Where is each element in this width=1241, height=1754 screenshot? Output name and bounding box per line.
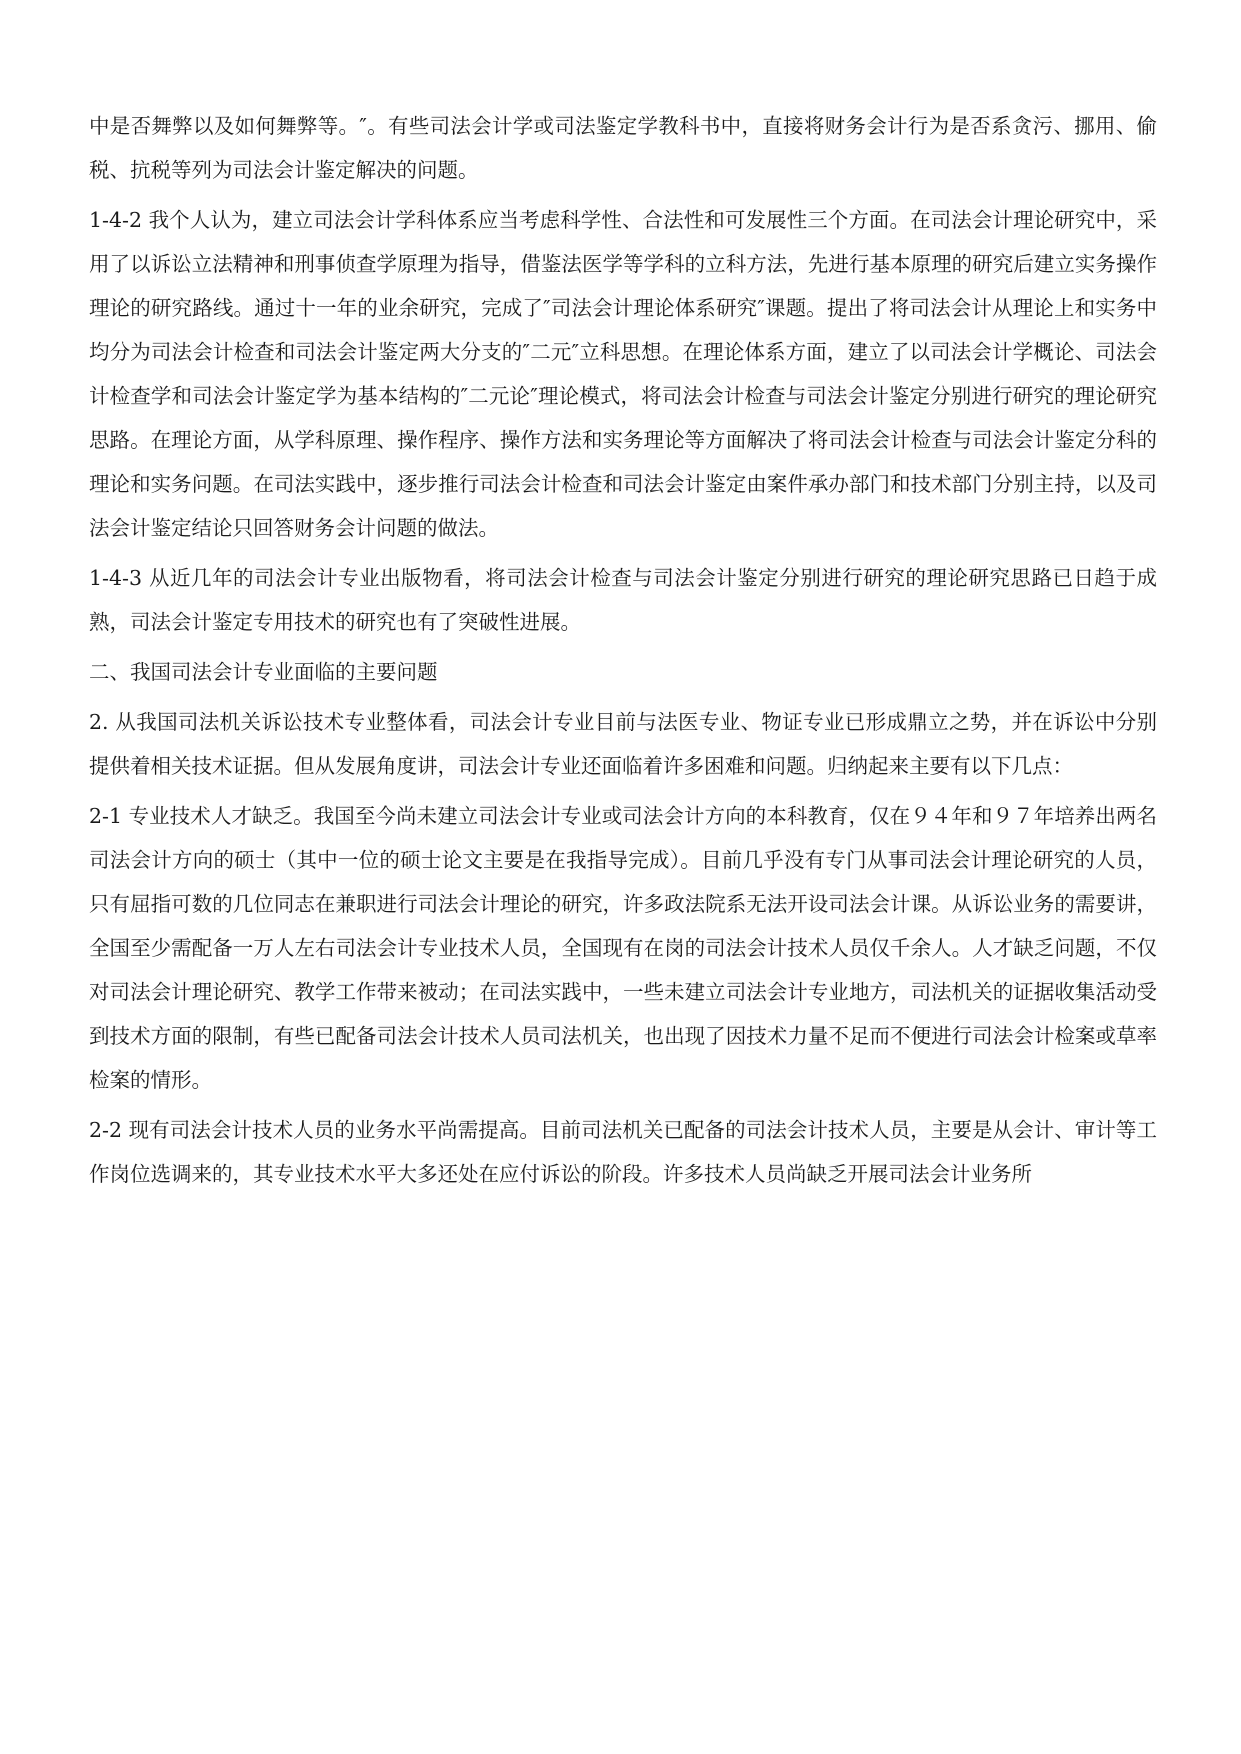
paragraph-continuation: 中是否舞弊以及如何舞弊等。″。有些司法会计学或司法鉴定学教科书中，直接将财务会计行为是否系贪污、挪用、偷税、抗税等列为司法会计鉴定解决的问题。	[89, 114, 1157, 182]
paragraph-1-4-3: 1-4-3 从近几年的司法会计专业出版物看，将司法会计检查与司法会计鉴定分别进行研究的理论研究思路已日趋于成熟，司法会计鉴定专用技术的研究也有了突破性进展。	[89, 566, 1157, 634]
paragraph-1-4-2: 1-4-2 我个人认为，建立司法会计学科体系应当考虑科学性、合法性和可发展性三个方面。在司法会计理论研究中，采用了以诉讼立法精神和刑事侦查学原理为指导，借鉴法医学等学科的立科方法，先进行基本原理的研究后建立实务操作理论的研究路线。通过十一年的业余研究，完成了″司法会计理论体系研究″课题。提出了将司法会计从理论上和实务中均分为司法会计检查和司法会计鉴定两大分支的″二元″立科思想。在理论体系方面，建立了以司法会计学概论、司法会计检查学和司法会计鉴定学为基本结构的″二元论″理论模式，将司法会计检查与司法会计鉴定分别进行研究的理论研究思路。在理论方面，从学科原理、操作程序、操作方法和实务理论等方面解决了将司法会计检查与司法会计鉴定分科的理论和实务问题。在司法实践中，逐步推行司法会计检查和司法会计鉴定由案件承办部门和技术部门分别主持，以及司法会计鉴定结论只回答财务会计问题的做法。	[89, 208, 1157, 540]
document-body	[89, 104, 1157, 1202]
paragraph-2-2: 2-2 现有司法会计技术人员的业务水平尚需提高。目前司法机关已配备的司法会计技术人员，主要是从会计、审计等工作岗位选调来的，其专业技术水平大多还处在应付诉讼的阶段。许多技术人员尚缺乏开展司法会计业务所	[89, 1118, 1157, 1186]
paragraph-2-1: 2-1 专业技术人才缺乏。我国至今尚未建立司法会计专业或司法会计方向的本科教育，仅在９４年和９７年培养出两名司法会计方向的硕士（其中一位的硕士论文主要是在我指导完成）。目前几乎没有专门从事司法会计理论研究的人员，只有屈指可数的几位同志在兼职进行司法会计理论的研究，许多政法院系无法开设司法会计课。从诉讼业务的需要讲，全国至少需配备一万人左右司法会计专业技术人员，全国现有在岗的司法会计技术人员仅千余人。人才缺乏问题，不仅对司法会计理论研究、教学工作带来被动；在司法实践中，一些未建立司法会计专业地方，司法机关的证据收集活动受到技术方面的限制，有些已配备司法会计技术人员司法机关，也出现了因技术力量不足而不便进行司法会计检案或草率检案的情形。	[89, 804, 1157, 1092]
section-heading: 二、我国司法会计专业面临的主要问题	[89, 660, 438, 684]
paragraph-2: 2. 从我国司法机关诉讼技术专业整体看，司法会计专业目前与法医专业、物证专业已形成鼎立之势，并在诉讼中分别提供着相关技术证据。但从发展角度讲，司法会计专业还面临着许多困难和问题。归纳起来主要有以下几点：	[89, 710, 1157, 778]
